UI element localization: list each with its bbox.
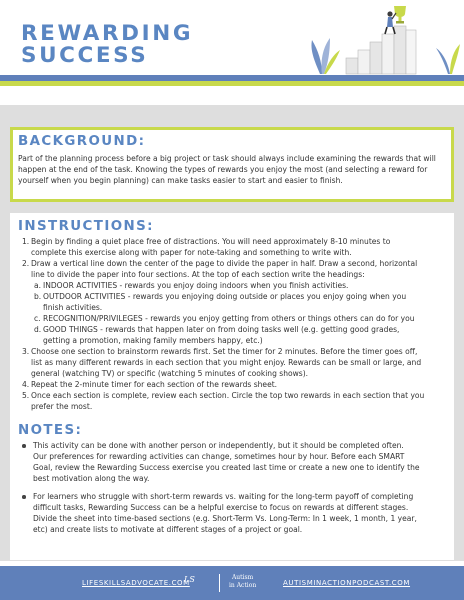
note-line: best motivation along the way. xyxy=(33,474,150,484)
instruction-line: Repeat the 2-minute timer for each section of the rewards sheet. xyxy=(31,380,278,389)
footer-divider xyxy=(219,574,220,592)
instruction-line: Draw a vertical line down the center of the page to divide the paper in half. Draw a second, horizontal xyxy=(31,259,418,268)
note-line: For learners who struggle with short-term rewards vs. waiting for the long-term payoff of completing xyxy=(33,492,414,501)
note-line: difficult tasks, Rewarding Success can be a helpful exercise to focus on rewards at different stages. xyxy=(33,503,409,513)
note-line: Divide the sheet into time-based sections (e.g. Short-Term Vs. Long-Term: In 1 week, 1 month, 1 year, xyxy=(33,514,417,524)
instruction-line: general (watching TV) or specific (watching 5 minutes of cooking shows). xyxy=(31,368,309,378)
subitem-line: finish activities. xyxy=(43,302,103,312)
bullet-icon xyxy=(22,444,26,448)
instruction-number: 1. xyxy=(22,237,30,246)
lifeskills-website-link[interactable]: LIFESKILLSADVOCATE.COM xyxy=(82,579,190,587)
subitem-line: OUTDOOR ACTIVITIES - rewards you enjoying doing outside or places you enjoy going when you xyxy=(43,292,407,301)
instruction-number: 3. xyxy=(22,347,30,356)
subitem-line: getting a promotion, making family members happy, etc.) xyxy=(43,335,263,345)
subitem-line: RECOGNITION/PRIVILEGES - rewards you enjoy getting from others or things others can do for you xyxy=(43,314,415,323)
note-line: Our preferences for rewarding activities can change, sometimes hour by hour. Before each SMART xyxy=(33,452,405,462)
background-heading: BACKGROUND: xyxy=(18,134,146,149)
instruction-number: 2. xyxy=(22,259,30,268)
instruction-line: prefer the most. xyxy=(31,401,93,411)
podcast-website-link[interactable]: AUTISMINACTIONPODCAST.COM xyxy=(283,579,411,587)
instruction-line: Choose one section to brainstorm rewards first. Set the timer for 2 minutes. Before the timer goes off, xyxy=(31,347,418,356)
notes-heading: NOTES: xyxy=(18,423,83,438)
subitem-line: GOOD THINGS - rewards that happen later on from doing tasks well (e.g. getting good grades, xyxy=(43,325,400,334)
logo-line-2: in Action xyxy=(229,582,257,589)
subitem-letter: c. xyxy=(34,314,41,323)
life-skills-logo: LS xyxy=(184,575,195,584)
background-text: Part of the planning process before a big project or task should always include examining the rewards that will happen at the end of the task. Knowing the types of rewards you enjoy the most (and selecting a reward for yourself when you begin planning) can make tasks easier to start and easier to finish. xyxy=(18,154,436,186)
page-title-line-1: REWARDING xyxy=(21,21,194,46)
bullet-icon xyxy=(22,495,26,499)
instruction-line: Begin by finding a quiet place free of distractions. You will need approximately 8-10 minutes to xyxy=(31,237,391,246)
instructions-heading: INSTRUCTIONS: xyxy=(18,219,154,234)
instruction-line: Once each section is complete, review each section. Circle the top two rewards in each section that you xyxy=(31,391,425,400)
note-line: This activity can be done with another person or independently, but it should be completed often. xyxy=(33,441,404,450)
instruction-line: complete this exercise along with paper for note-taking and something to write with. xyxy=(31,247,352,257)
autism-in-action-logo xyxy=(229,574,256,590)
instruction-number: 5. xyxy=(22,391,30,400)
instruction-number: 4. xyxy=(22,380,30,389)
subitem-letter: a. xyxy=(34,281,42,290)
logo-line-1: Autism xyxy=(231,574,254,581)
note-line: Goal, review the Rewarding Success exercise you created last time or create a new one to identify the xyxy=(33,463,420,473)
page-title-line-2: SUCCESS xyxy=(21,43,149,68)
subitem-letter: d. xyxy=(34,325,42,334)
instruction-line: line to divide the paper into four sections. At the top of each section write the headings: xyxy=(31,269,365,279)
note-line: etc) and create lists to motivate at different stages of a project or goal. xyxy=(33,525,303,535)
instruction-line: list as many different rewards in each section that you might enjoy. Rewards can be small or large, and xyxy=(31,357,422,367)
notes-list xyxy=(22,0,452,600)
subitem-line: INDOOR ACTIVITIES - rewards you enjoy doing indoors when you finish activities. xyxy=(43,281,349,290)
subitem-letter: b. xyxy=(34,292,42,301)
page-footer xyxy=(0,566,464,600)
